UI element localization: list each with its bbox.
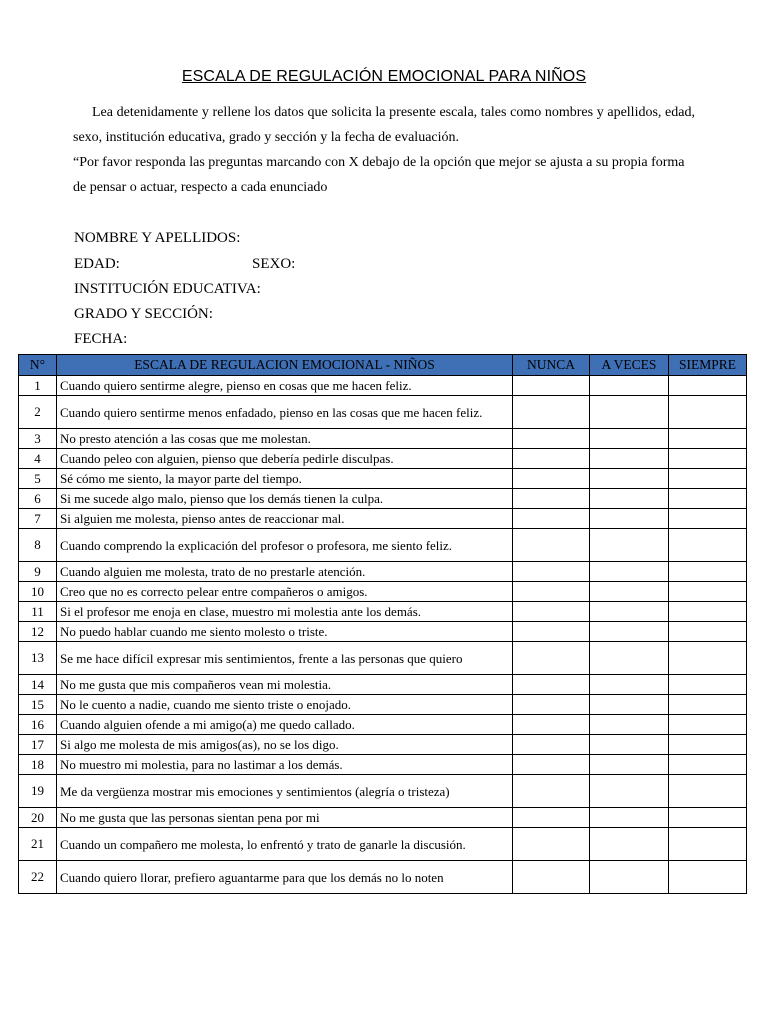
answer-cell-nunca[interactable]: [513, 828, 590, 861]
item-statement: Si el profesor me enoja en clase, muestro mi molestia ante los demás.: [57, 602, 513, 622]
item-number: 16: [19, 715, 57, 735]
answer-cell-nunca[interactable]: [513, 509, 590, 529]
answer-cell-nunca[interactable]: [513, 808, 590, 828]
answer-cell-a-veces[interactable]: [590, 529, 669, 562]
answer-cell-a-veces[interactable]: [590, 861, 669, 894]
item-statement: Cuando quiero llorar, prefiero aguantarme para que los demás no lo noten: [57, 861, 513, 894]
header-number: N°: [19, 355, 57, 376]
item-number: 21: [19, 828, 57, 861]
answer-cell-nunca[interactable]: [513, 489, 590, 509]
answer-cell-siempre[interactable]: [669, 755, 747, 775]
answer-cell-siempre[interactable]: [669, 509, 747, 529]
item-statement: No presto atención a las cosas que me molestan.: [57, 429, 513, 449]
answer-cell-a-veces[interactable]: [590, 562, 669, 582]
table-row: [19, 582, 747, 602]
header-nunca: NUNCA: [513, 355, 590, 376]
answer-cell-siempre[interactable]: [669, 376, 747, 396]
answer-cell-nunca[interactable]: [513, 602, 590, 622]
item-statement: Cuando alguien me molesta, trato de no prestarle atención.: [57, 562, 513, 582]
answer-cell-siempre[interactable]: [669, 695, 747, 715]
field-fecha: FECHA:: [74, 331, 128, 347]
item-number: 22: [19, 861, 57, 894]
answer-cell-siempre[interactable]: [669, 775, 747, 808]
answer-cell-a-veces[interactable]: [590, 715, 669, 735]
answer-cell-siempre[interactable]: [669, 642, 747, 675]
answer-cell-siempre[interactable]: [669, 469, 747, 489]
answer-cell-a-veces[interactable]: [590, 642, 669, 675]
field-nombre: NOMBRE Y APELLIDOS:: [74, 230, 241, 246]
answer-cell-a-veces[interactable]: [590, 602, 669, 622]
answer-cell-a-veces[interactable]: [590, 489, 669, 509]
table-row: [19, 715, 747, 735]
answer-cell-siempre[interactable]: [669, 582, 747, 602]
table-row: [19, 562, 747, 582]
item-statement: Sé cómo me siento, la mayor parte del tiempo.: [57, 469, 513, 489]
answer-cell-nunca[interactable]: [513, 861, 590, 894]
table-row: [19, 429, 747, 449]
answer-cell-siempre[interactable]: [669, 449, 747, 469]
table-body: [19, 376, 747, 894]
intro-paragraph: Lea detenidamente y rellene los datos que solicita la presente escala, tales como nombres y apellidos, edad, sexo, institución educativa, grado y sección y la fecha de evaluación.: [73, 105, 695, 145]
item-number: 19: [19, 775, 57, 808]
field-institucion: INSTITUCIÓN EDUCATIVA:: [74, 281, 261, 297]
item-statement: Cuando quiero sentirme menos enfadado, pienso en las cosas que me hacen feliz.: [57, 396, 513, 429]
answer-cell-nunca[interactable]: [513, 775, 590, 808]
answer-cell-a-veces[interactable]: [590, 396, 669, 429]
answer-cell-siempre[interactable]: [669, 735, 747, 755]
answer-cell-siempre[interactable]: [669, 808, 747, 828]
answer-cell-nunca[interactable]: [513, 429, 590, 449]
answer-cell-a-veces[interactable]: [590, 775, 669, 808]
answer-cell-nunca[interactable]: [513, 449, 590, 469]
table-row: [19, 376, 747, 396]
item-statement: No puedo hablar cuando me siento molesto o triste.: [57, 622, 513, 642]
answer-cell-a-veces[interactable]: [590, 376, 669, 396]
item-number: 17: [19, 735, 57, 755]
answer-cell-siempre[interactable]: [669, 489, 747, 509]
item-number: 1: [19, 376, 57, 396]
item-number: 7: [19, 509, 57, 529]
answer-cell-nunca[interactable]: [513, 755, 590, 775]
answer-cell-siempre[interactable]: [669, 562, 747, 582]
answer-cell-a-veces[interactable]: [590, 622, 669, 642]
answer-cell-nunca[interactable]: [513, 396, 590, 429]
answer-cell-a-veces[interactable]: [590, 582, 669, 602]
item-number: 2: [19, 396, 57, 429]
answer-cell-a-veces[interactable]: [590, 429, 669, 449]
item-statement: Creo que no es correcto pelear entre compañeros o amigos.: [57, 582, 513, 602]
field-grado: GRADO Y SECCIÓN:: [74, 306, 213, 322]
item-number: 20: [19, 808, 57, 828]
table-row: [19, 642, 747, 675]
answer-cell-siempre[interactable]: [669, 529, 747, 562]
table-row: [19, 396, 747, 429]
table-row: [19, 489, 747, 509]
answer-cell-a-veces[interactable]: [590, 449, 669, 469]
answer-cell-a-veces[interactable]: [590, 735, 669, 755]
header-siempre: SIEMPRE: [669, 355, 747, 376]
item-number: 5: [19, 469, 57, 489]
answer-cell-a-veces[interactable]: [590, 755, 669, 775]
item-number: 9: [19, 562, 57, 582]
item-statement: Se me hace difícil expresar mis sentimientos, frente a las personas que quiero: [57, 642, 513, 675]
item-statement: Si alguien me molesta, pienso antes de reaccionar mal.: [57, 509, 513, 529]
answer-cell-siempre[interactable]: [669, 602, 747, 622]
item-statement: Cuando peleo con alguien, pienso que debería pedirle disculpas.: [57, 449, 513, 469]
answer-cell-siempre[interactable]: [669, 396, 747, 429]
item-number: 8: [19, 529, 57, 562]
item-statement: Cuando alguien ofende a mi amigo(a) me quedo callado.: [57, 715, 513, 735]
answer-cell-nunca[interactable]: [513, 735, 590, 755]
item-statement: Si me sucede algo malo, pienso que los demás tienen la culpa.: [57, 489, 513, 509]
item-number: 4: [19, 449, 57, 469]
answer-cell-nunca[interactable]: [513, 675, 590, 695]
item-statement: Si algo me molesta de mis amigos(as), no se los digo.: [57, 735, 513, 755]
intro-instruction: “Por favor responda las preguntas marcando con X debajo de la opción que mejor se ajusta a su propia forma de pensar o actuar, respecto a cada enunciado: [73, 155, 685, 195]
answer-cell-siempre[interactable]: [669, 715, 747, 735]
answer-cell-siempre[interactable]: [669, 828, 747, 861]
answer-cell-siempre[interactable]: [669, 622, 747, 642]
item-statement: No muestro mi molestia, para no lastimar a los demás.: [57, 755, 513, 775]
header-a-veces: A VECES: [590, 355, 669, 376]
item-number: 18: [19, 755, 57, 775]
answer-cell-nunca[interactable]: [513, 715, 590, 735]
answer-cell-nunca[interactable]: [513, 622, 590, 642]
answer-cell-nunca[interactable]: [513, 529, 590, 562]
item-statement: Me da vergüenza mostrar mis emociones y sentimientos (alegría o tristeza): [57, 775, 513, 808]
table-row: [19, 861, 747, 894]
item-number: 6: [19, 489, 57, 509]
item-number: 11: [19, 602, 57, 622]
item-statement: No le cuento a nadie, cuando me siento triste o enojado.: [57, 695, 513, 715]
table-row: [19, 755, 747, 775]
item-number: 10: [19, 582, 57, 602]
answer-cell-nunca[interactable]: [513, 582, 590, 602]
answer-cell-a-veces[interactable]: [590, 469, 669, 489]
answer-cell-nunca[interactable]: [513, 469, 590, 489]
answer-cell-a-veces[interactable]: [590, 675, 669, 695]
answer-cell-nunca[interactable]: [513, 642, 590, 675]
item-statement: Cuando quiero sentirme alegre, pienso en cosas que me hacen feliz.: [57, 376, 513, 396]
answer-cell-nunca[interactable]: [513, 562, 590, 582]
item-number: 14: [19, 675, 57, 695]
item-number: 15: [19, 695, 57, 715]
answer-cell-nunca[interactable]: [513, 376, 590, 396]
answer-cell-siempre[interactable]: [669, 861, 747, 894]
answer-cell-siempre[interactable]: [669, 675, 747, 695]
item-number: 12: [19, 622, 57, 642]
answer-cell-a-veces[interactable]: [590, 509, 669, 529]
table-row: [19, 449, 747, 469]
document-title: ESCALA DE REGULACIÓN EMOCIONAL PARA NIÑOS: [181, 68, 587, 85]
header-scale: ESCALA DE REGULACION EMOCIONAL - NIÑOS: [57, 355, 513, 376]
item-statement: No me gusta que mis compañeros vean mi molestia.: [57, 675, 513, 695]
table-row: [19, 828, 747, 861]
table-header-row: [19, 355, 747, 376]
answer-cell-siempre[interactable]: [669, 429, 747, 449]
table-row: [19, 675, 747, 695]
item-statement: No me gusta que las personas sientan pena por mi: [57, 808, 513, 828]
table-row: [19, 775, 747, 808]
scale-table: [18, 354, 747, 894]
answer-cell-nunca[interactable]: [513, 695, 590, 715]
answer-cell-a-veces[interactable]: [590, 695, 669, 715]
field-edad: EDAD:: [74, 256, 120, 272]
table-row: [19, 529, 747, 562]
table-row: [19, 509, 747, 529]
table-row: [19, 808, 747, 828]
field-sexo: SEXO:: [252, 256, 296, 272]
answer-cell-a-veces[interactable]: [590, 808, 669, 828]
item-statement: Cuando un compañero me molesta, lo enfrentó y trato de ganarle la discusión.: [57, 828, 513, 861]
instructions: [73, 100, 695, 200]
answer-cell-a-veces[interactable]: [590, 828, 669, 861]
item-statement: Cuando comprendo la explicación del profesor o profesora, me siento feliz.: [57, 529, 513, 562]
table-row: [19, 735, 747, 755]
item-number: 3: [19, 429, 57, 449]
table-row: [19, 469, 747, 489]
table-row: [19, 622, 747, 642]
table-row: [19, 695, 747, 715]
item-number: 13: [19, 642, 57, 675]
table-row: [19, 602, 747, 622]
